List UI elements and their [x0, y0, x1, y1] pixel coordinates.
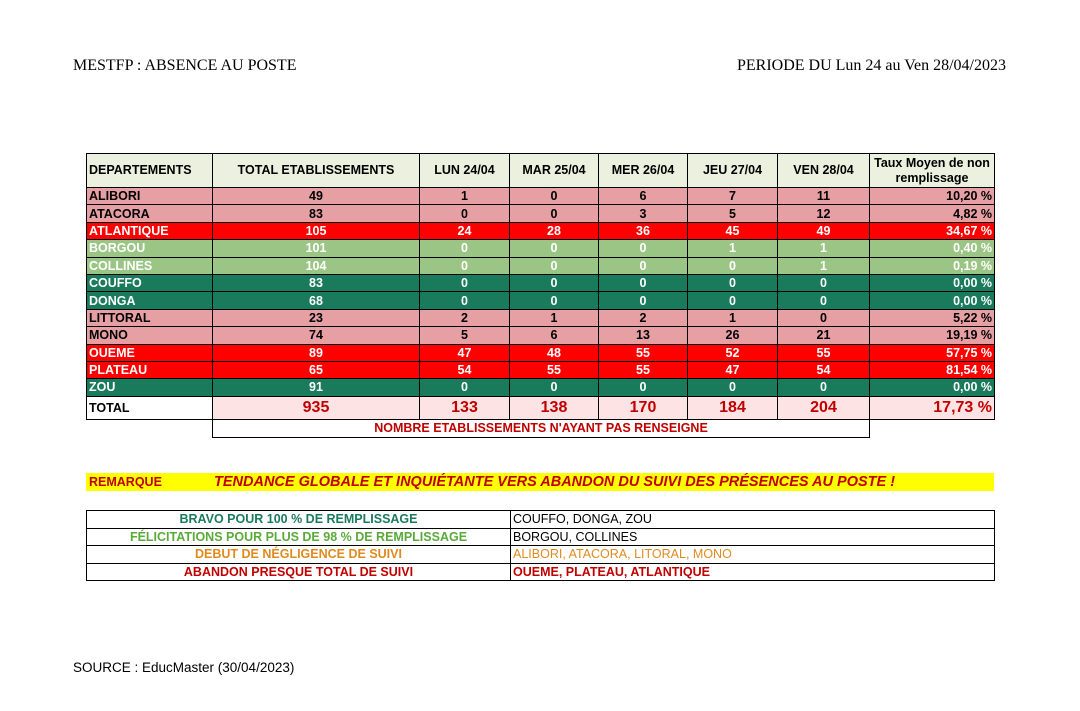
cell-total: 65: [213, 361, 420, 378]
cell-lun: 5: [420, 327, 510, 344]
table-row: [87, 344, 995, 361]
legend-value: OUEME, PLATEAU, ATLANTIQUE: [511, 563, 995, 581]
cell-total: 68: [213, 292, 420, 309]
cell-taux: 5,22 %: [870, 309, 995, 326]
source-note: SOURCE : EducMaster (30/04/2023): [73, 660, 295, 675]
col-header-jeu: JEU 27/04: [688, 154, 778, 188]
cell-name: DONGA: [87, 292, 213, 309]
legend-label: DEBUT DE NÉGLIGENCE DE SUIVI: [87, 546, 511, 564]
footnote-spacer: [87, 419, 213, 437]
cell-lun: 47: [420, 344, 510, 361]
legend-row: [87, 511, 995, 529]
cell-mar: 0: [510, 205, 599, 222]
cell-jeu: 0: [688, 292, 778, 309]
legend-table: [86, 510, 995, 581]
col-header-departements: DEPARTEMENTS: [87, 154, 213, 188]
cell-ven: 49: [778, 222, 870, 239]
cell-mer: 55: [599, 344, 688, 361]
total-taux: 17,73 %: [870, 396, 995, 419]
footnote-spacer-right: [870, 419, 995, 437]
cell-name: COLLINES: [87, 257, 213, 274]
document-title: MESTFP : ABSENCE AU POSTE: [73, 57, 297, 74]
cell-taux: 0,19 %: [870, 257, 995, 274]
cell-mer: 3: [599, 205, 688, 222]
cell-name: COUFFO: [87, 274, 213, 291]
cell-lun: 0: [420, 257, 510, 274]
cell-mar: 0: [510, 240, 599, 257]
cell-ven: 0: [778, 274, 870, 291]
total-mer: 170: [599, 396, 688, 419]
cell-name: ATACORA: [87, 205, 213, 222]
cell-jeu: 0: [688, 379, 778, 396]
cell-mer: 0: [599, 274, 688, 291]
cell-mer: 0: [599, 379, 688, 396]
cell-mer: 0: [599, 292, 688, 309]
cell-lun: 0: [420, 205, 510, 222]
table-row: [87, 257, 995, 274]
remark-label: REMARQUE: [89, 475, 162, 489]
cell-taux: 4,82 %: [870, 205, 995, 222]
cell-mer: 0: [599, 257, 688, 274]
cell-ven: 0: [778, 379, 870, 396]
cell-total: 83: [213, 205, 420, 222]
cell-taux: 0,00 %: [870, 274, 995, 291]
cell-ven: 12: [778, 205, 870, 222]
cell-name: OUEME: [87, 344, 213, 361]
remark-banner: [86, 473, 994, 491]
cell-jeu: 1: [688, 309, 778, 326]
legend-value: ALIBORI, ATACORA, LITORAL, MONO: [511, 546, 995, 564]
cell-ven: 54: [778, 361, 870, 378]
cell-name: LITTORAL: [87, 309, 213, 326]
legend-label: FÉLICITATIONS POUR PLUS DE 98 % DE REMPLISSAGE: [87, 528, 511, 546]
legend-value: COUFFO, DONGA, ZOU: [511, 511, 995, 529]
cell-jeu: 7: [688, 188, 778, 205]
cell-lun: 54: [420, 361, 510, 378]
cell-mar: 48: [510, 344, 599, 361]
cell-total: 49: [213, 188, 420, 205]
table-header-row: [87, 154, 995, 188]
cell-taux: 34,67 %: [870, 222, 995, 239]
legend-row: [87, 563, 995, 581]
cell-taux: 0,00 %: [870, 292, 995, 309]
cell-lun: 0: [420, 292, 510, 309]
cell-lun: 0: [420, 240, 510, 257]
table-row: [87, 327, 995, 344]
cell-lun: 1: [420, 188, 510, 205]
cell-jeu: 5: [688, 205, 778, 222]
cell-taux: 0,40 %: [870, 240, 995, 257]
cell-mar: 0: [510, 292, 599, 309]
cell-total: 74: [213, 327, 420, 344]
table-row: [87, 240, 995, 257]
col-header-taux: Taux Moyen de non remplissage: [870, 154, 995, 188]
col-header-mer: MER 26/04: [599, 154, 688, 188]
table-row: [87, 292, 995, 309]
cell-jeu: 0: [688, 257, 778, 274]
cell-jeu: 52: [688, 344, 778, 361]
total-mar: 138: [510, 396, 599, 419]
col-header-lun: LUN 24/04: [420, 154, 510, 188]
cell-name: PLATEAU: [87, 361, 213, 378]
period-label: PERIODE DU Lun 24 au Ven 28/04/2023: [736, 57, 1006, 74]
cell-total: 101: [213, 240, 420, 257]
total-row: [87, 396, 995, 419]
cell-ven: 11: [778, 188, 870, 205]
cell-mer: 13: [599, 327, 688, 344]
cell-total: 91: [213, 379, 420, 396]
cell-taux: 19,19 %: [870, 327, 995, 344]
legend-label: BRAVO POUR 100 % DE REMPLISSAGE: [87, 511, 511, 529]
cell-mar: 0: [510, 257, 599, 274]
legend-label: ABANDON PRESQUE TOTAL DE SUIVI: [87, 563, 511, 581]
cell-jeu: 1: [688, 240, 778, 257]
cell-jeu: 47: [688, 361, 778, 378]
cell-ven: 1: [778, 240, 870, 257]
cell-name: ATLANTIQUE: [87, 222, 213, 239]
cell-mer: 2: [599, 309, 688, 326]
cell-jeu: 45: [688, 222, 778, 239]
cell-mar: 0: [510, 379, 599, 396]
cell-ven: 55: [778, 344, 870, 361]
footnote-row: [87, 419, 995, 437]
total-lun: 133: [420, 396, 510, 419]
total-etablissements: 935: [213, 396, 420, 419]
cell-ven: 21: [778, 327, 870, 344]
cell-mar: 1: [510, 309, 599, 326]
legend-row: [87, 528, 995, 546]
cell-lun: 24: [420, 222, 510, 239]
cell-mar: 6: [510, 327, 599, 344]
table-row: [87, 205, 995, 222]
total-label: TOTAL: [87, 396, 213, 419]
table-row: [87, 274, 995, 291]
cell-total: 105: [213, 222, 420, 239]
cell-mar: 0: [510, 274, 599, 291]
total-ven: 204: [778, 396, 870, 419]
cell-name: MONO: [87, 327, 213, 344]
table-row: [87, 379, 995, 396]
cell-name: ALIBORI: [87, 188, 213, 205]
cell-mer: 55: [599, 361, 688, 378]
cell-mer: 6: [599, 188, 688, 205]
legend-value: BORGOU, COLLINES: [511, 528, 995, 546]
cell-total: 83: [213, 274, 420, 291]
cell-name: BORGOU: [87, 240, 213, 257]
cell-taux: 0,00 %: [870, 379, 995, 396]
cell-ven: 1: [778, 257, 870, 274]
cell-lun: 0: [420, 274, 510, 291]
cell-mer: 36: [599, 222, 688, 239]
cell-taux: 57,75 %: [870, 344, 995, 361]
col-header-total: TOTAL ETABLISSEMENTS: [213, 154, 420, 188]
cell-jeu: 26: [688, 327, 778, 344]
footnote-text: NOMBRE ETABLISSEMENTS N'AYANT PAS RENSEIGNE: [213, 419, 870, 437]
cell-mar: 0: [510, 188, 599, 205]
table-row: [87, 361, 995, 378]
cell-mer: 0: [599, 240, 688, 257]
table-row: [87, 309, 995, 326]
cell-jeu: 0: [688, 274, 778, 291]
cell-taux: 10,20 %: [870, 188, 995, 205]
cell-lun: 2: [420, 309, 510, 326]
cell-taux: 81,54 %: [870, 361, 995, 378]
cell-ven: 0: [778, 309, 870, 326]
col-header-mar: MAR 25/04: [510, 154, 599, 188]
cell-total: 23: [213, 309, 420, 326]
cell-mar: 28: [510, 222, 599, 239]
cell-ven: 0: [778, 292, 870, 309]
legend-row: [87, 546, 995, 564]
table-row: [87, 188, 995, 205]
cell-name: ZOU: [87, 379, 213, 396]
cell-lun: 0: [420, 379, 510, 396]
cell-mar: 55: [510, 361, 599, 378]
total-jeu: 184: [688, 396, 778, 419]
absence-table: [86, 153, 995, 438]
table-row: [87, 222, 995, 239]
col-header-ven: VEN 28/04: [778, 154, 870, 188]
remark-text: TENDANCE GLOBALE ET INQUIÉTANTE VERS ABANDON DU SUIVI DES PRÉSENCES AU POSTE !: [214, 474, 896, 490]
cell-total: 89: [213, 344, 420, 361]
cell-total: 104: [213, 257, 420, 274]
